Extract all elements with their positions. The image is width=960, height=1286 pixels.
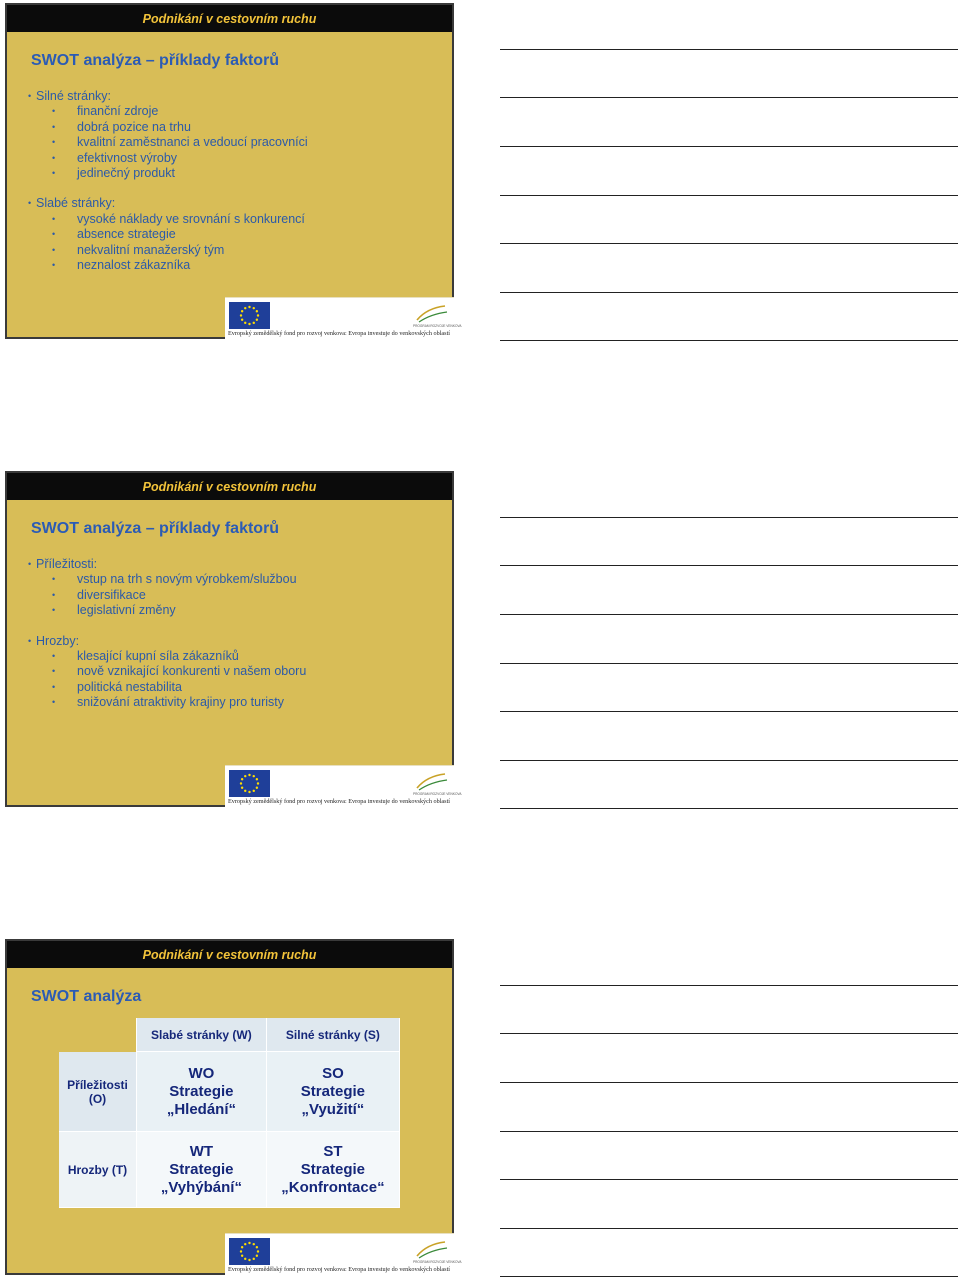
list-item: • diversifikace bbox=[31, 588, 442, 603]
note-line bbox=[500, 1276, 958, 1277]
svg-text:PROGRAM ROZVOJE VENKOVA: PROGRAM ROZVOJE VENKOVA bbox=[413, 1260, 462, 1264]
rural-development-logo-icon bbox=[411, 302, 462, 329]
note-line bbox=[500, 243, 958, 244]
footer-logo bbox=[225, 297, 462, 339]
cell-wt-strategy: WT Strategie „Vyhýbání“ bbox=[137, 1132, 267, 1208]
note-line bbox=[500, 808, 958, 809]
slide-1 bbox=[5, 3, 462, 339]
slide-title: SWOT analýza – příklady faktorů bbox=[31, 520, 280, 537]
group-title: • Slabé stránky: bbox=[31, 196, 442, 211]
note-line bbox=[500, 49, 958, 50]
note-line bbox=[500, 1228, 958, 1229]
note-line bbox=[500, 663, 958, 664]
row-header-opportunities: Příležitosti (O) bbox=[59, 1052, 137, 1132]
footer-text: Evropský zemědělský fond pro rozvoj venkova: Evropa investuje do venkovských oblastí bbox=[228, 1266, 451, 1273]
slide-title: SWOT analýza bbox=[31, 988, 142, 1005]
note-line bbox=[500, 1082, 958, 1083]
weaknesses-group bbox=[31, 196, 442, 273]
table-header-row bbox=[59, 1018, 400, 1052]
eu-flag-icon bbox=[229, 770, 270, 797]
column-header-strengths: Silné stránky (S) bbox=[267, 1018, 400, 1052]
note-line bbox=[500, 97, 958, 98]
slide-header: Podnikání v cestovním ruchu bbox=[7, 473, 452, 502]
slide-header: Podnikání v cestovním ruchu bbox=[7, 941, 452, 970]
svg-text:PROGRAM ROZVOJE VENKOVA: PROGRAM ROZVOJE VENKOVA bbox=[413, 324, 462, 328]
footer-text: Evropský zemědělský fond pro rozvoj venkova: Evropa investuje do venkovských oblastí bbox=[228, 330, 451, 337]
list-item: • legislativní změny bbox=[31, 603, 442, 618]
svg-text:PROGRAM ROZVOJE VENKOVA: PROGRAM ROZVOJE VENKOVA bbox=[413, 792, 462, 796]
slide-header: Podnikání v cestovním ruchu bbox=[7, 5, 452, 34]
note-line bbox=[500, 292, 958, 293]
note-line bbox=[500, 1179, 958, 1180]
note-line bbox=[500, 760, 958, 761]
cell-wo-strategy: WO Strategie „Hledání“ bbox=[137, 1052, 267, 1132]
list-item: • jedinečný produkt bbox=[31, 166, 442, 181]
note-line bbox=[500, 340, 958, 341]
slide-2 bbox=[5, 471, 462, 807]
list-item: • politická nestabilita bbox=[31, 680, 442, 695]
list-item: • efektivnost výroby bbox=[31, 151, 442, 166]
note-line bbox=[500, 517, 958, 518]
footer-text: Evropský zemědělský fond pro rozvoj venkova: Evropa investuje do venkovských oblastí bbox=[228, 798, 451, 805]
note-line bbox=[500, 1033, 958, 1034]
footer-logo bbox=[225, 1233, 462, 1275]
list-item: • vysoké náklady ve srovnání s konkurencí bbox=[31, 212, 442, 227]
slide-body bbox=[31, 557, 442, 726]
note-line bbox=[500, 711, 958, 712]
row-header-threats: Hrozby (T) bbox=[59, 1132, 137, 1208]
threats-group bbox=[31, 634, 442, 711]
list-item: • klesající kupní síla zákazníků bbox=[31, 649, 442, 664]
group-title: • Hrozby: bbox=[31, 634, 442, 649]
rural-development-logo-icon bbox=[411, 1238, 462, 1265]
table-row-threats bbox=[59, 1132, 400, 1208]
note-line bbox=[500, 1131, 958, 1132]
slide-3 bbox=[5, 939, 462, 1275]
eu-flag-icon bbox=[229, 1238, 270, 1265]
note-line bbox=[500, 195, 958, 196]
group-title: • Silné stránky: bbox=[31, 89, 442, 104]
swot-table bbox=[59, 1018, 400, 1208]
note-line bbox=[500, 614, 958, 615]
table-row-opportunities bbox=[59, 1052, 400, 1132]
list-item: • snižování atraktivity krajiny pro turisty bbox=[31, 695, 442, 710]
list-item: • absence strategie bbox=[31, 227, 442, 242]
strengths-group bbox=[31, 89, 442, 181]
slide-body bbox=[31, 89, 442, 288]
list-item: • nově vznikající konkurenti v našem oboru bbox=[31, 664, 442, 679]
note-line bbox=[500, 565, 958, 566]
note-line bbox=[500, 146, 958, 147]
group-title: • Příležitosti: bbox=[31, 557, 442, 572]
footer-logo bbox=[225, 765, 462, 807]
list-item: • vstup na trh s novým výrobkem/službou bbox=[31, 572, 442, 587]
opportunities-group bbox=[31, 557, 442, 619]
list-item: • kvalitní zaměstnanci a vedoucí pracovníci bbox=[31, 135, 442, 150]
list-item: • neznalost zákazníka bbox=[31, 258, 442, 273]
eu-flag-icon bbox=[229, 302, 270, 329]
list-item: • finanční zdroje bbox=[31, 104, 442, 119]
note-line bbox=[500, 985, 958, 986]
list-item: • dobrá pozice na trhu bbox=[31, 120, 442, 135]
rural-development-logo-icon bbox=[411, 770, 462, 797]
column-header-weaknesses: Slabé stránky (W) bbox=[137, 1018, 267, 1052]
table-corner-cell bbox=[59, 1018, 137, 1052]
slide-title: SWOT analýza – příklady faktorů bbox=[31, 52, 280, 69]
cell-st-strategy: ST Strategie „Konfrontace“ bbox=[267, 1132, 400, 1208]
list-item: • nekvalitní manažerský tým bbox=[31, 243, 442, 258]
cell-so-strategy: SO Strategie „Využití“ bbox=[267, 1052, 400, 1132]
